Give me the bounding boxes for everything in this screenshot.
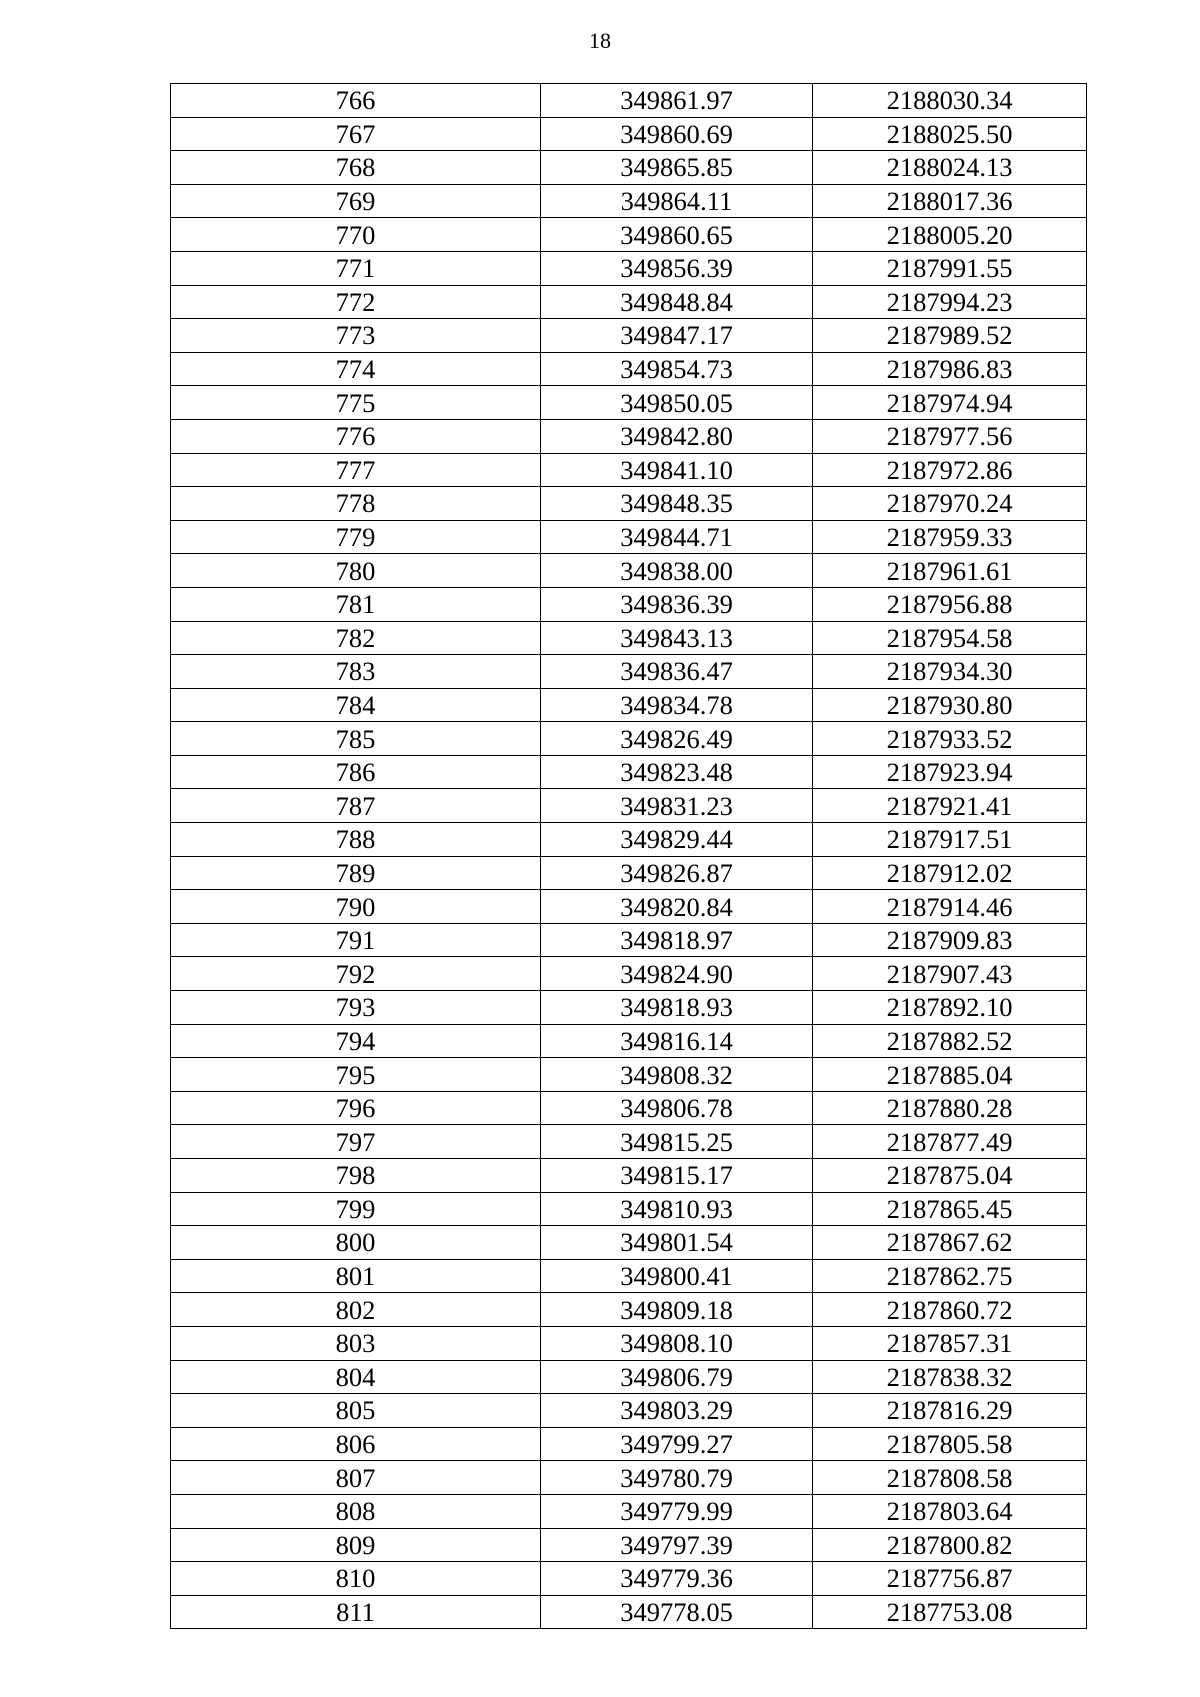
y-coordinate-cell: 2187986.83	[813, 352, 1087, 386]
table-row	[171, 957, 1087, 991]
y-coordinate-cell: 2187994.23	[813, 285, 1087, 319]
table-row	[171, 789, 1087, 823]
table-row	[171, 1058, 1087, 1092]
y-coordinate-cell: 2187914.46	[813, 890, 1087, 924]
table-row	[171, 1528, 1087, 1562]
point-number-cell: 795	[171, 1058, 541, 1092]
point-number-cell: 804	[171, 1360, 541, 1394]
x-coordinate-cell: 349854.73	[541, 352, 813, 386]
table-row	[171, 352, 1087, 386]
point-number-cell: 805	[171, 1394, 541, 1428]
y-coordinate-cell: 2187977.56	[813, 419, 1087, 453]
y-coordinate-cell: 2187803.64	[813, 1494, 1087, 1528]
point-number-cell: 794	[171, 1024, 541, 1058]
x-coordinate-cell: 349808.32	[541, 1058, 813, 1092]
y-coordinate-cell: 2187867.62	[813, 1226, 1087, 1260]
y-coordinate-cell: 2187959.33	[813, 520, 1087, 554]
table-row	[171, 1192, 1087, 1226]
x-coordinate-cell: 349815.25	[541, 1125, 813, 1159]
y-coordinate-cell: 2187862.75	[813, 1259, 1087, 1293]
y-coordinate-cell: 2187954.58	[813, 621, 1087, 655]
y-coordinate-cell: 2187885.04	[813, 1058, 1087, 1092]
y-coordinate-cell: 2187989.52	[813, 319, 1087, 353]
table-row	[171, 1091, 1087, 1125]
table-row	[171, 251, 1087, 285]
x-coordinate-cell: 349779.99	[541, 1494, 813, 1528]
x-coordinate-cell: 349823.48	[541, 755, 813, 789]
x-coordinate-cell: 349824.90	[541, 957, 813, 991]
y-coordinate-cell: 2187882.52	[813, 1024, 1087, 1058]
y-coordinate-cell: 2187912.02	[813, 856, 1087, 890]
x-coordinate-cell: 349836.47	[541, 655, 813, 689]
y-coordinate-cell: 2188025.50	[813, 117, 1087, 151]
x-coordinate-cell: 349847.17	[541, 319, 813, 353]
point-number-cell: 776	[171, 419, 541, 453]
y-coordinate-cell: 2187961.61	[813, 554, 1087, 588]
point-number-cell: 791	[171, 923, 541, 957]
point-number-cell: 775	[171, 386, 541, 420]
x-coordinate-cell: 349818.97	[541, 923, 813, 957]
point-number-cell: 774	[171, 352, 541, 386]
table-row	[171, 520, 1087, 554]
point-number-cell: 810	[171, 1562, 541, 1596]
table-row	[171, 1562, 1087, 1596]
x-coordinate-cell: 349865.85	[541, 151, 813, 185]
point-number-cell: 773	[171, 319, 541, 353]
x-coordinate-cell: 349861.97	[541, 84, 813, 118]
point-number-cell: 777	[171, 453, 541, 487]
y-coordinate-cell: 2187930.80	[813, 688, 1087, 722]
y-coordinate-cell: 2187934.30	[813, 655, 1087, 689]
y-coordinate-cell: 2187970.24	[813, 487, 1087, 521]
point-number-cell: 781	[171, 587, 541, 621]
point-number-cell: 783	[171, 655, 541, 689]
x-coordinate-cell: 349808.10	[541, 1326, 813, 1360]
x-coordinate-cell: 349826.87	[541, 856, 813, 890]
y-coordinate-cell: 2188030.34	[813, 84, 1087, 118]
x-coordinate-cell: 349826.49	[541, 722, 813, 756]
table-row	[171, 1293, 1087, 1327]
table-row	[171, 823, 1087, 857]
x-coordinate-cell: 349856.39	[541, 251, 813, 285]
table-row	[171, 1259, 1087, 1293]
y-coordinate-cell: 2187805.58	[813, 1427, 1087, 1461]
point-number-cell: 784	[171, 688, 541, 722]
table-row	[171, 856, 1087, 890]
y-coordinate-cell: 2187800.82	[813, 1528, 1087, 1562]
x-coordinate-cell: 349829.44	[541, 823, 813, 857]
x-coordinate-cell: 349850.05	[541, 386, 813, 420]
table-row	[171, 1595, 1087, 1629]
point-number-cell: 789	[171, 856, 541, 890]
point-number-cell: 767	[171, 117, 541, 151]
point-number-cell: 797	[171, 1125, 541, 1159]
point-number-cell: 778	[171, 487, 541, 521]
point-number-cell: 811	[171, 1595, 541, 1629]
point-number-cell: 808	[171, 1494, 541, 1528]
point-number-cell: 786	[171, 755, 541, 789]
y-coordinate-cell: 2187753.08	[813, 1595, 1087, 1629]
x-coordinate-cell: 349860.69	[541, 117, 813, 151]
point-number-cell: 799	[171, 1192, 541, 1226]
coordinates-table-body	[171, 84, 1087, 1629]
point-number-cell: 785	[171, 722, 541, 756]
y-coordinate-cell: 2187921.41	[813, 789, 1087, 823]
table-row	[171, 1461, 1087, 1495]
y-coordinate-cell: 2187907.43	[813, 957, 1087, 991]
y-coordinate-cell: 2187816.29	[813, 1394, 1087, 1428]
table-row	[171, 991, 1087, 1025]
x-coordinate-cell: 349806.79	[541, 1360, 813, 1394]
table-row	[171, 890, 1087, 924]
point-number-cell: 803	[171, 1326, 541, 1360]
table-row	[171, 419, 1087, 453]
point-number-cell: 771	[171, 251, 541, 285]
x-coordinate-cell: 349848.35	[541, 487, 813, 521]
x-coordinate-cell: 349842.80	[541, 419, 813, 453]
x-coordinate-cell: 349779.36	[541, 1562, 813, 1596]
y-coordinate-cell: 2187877.49	[813, 1125, 1087, 1159]
x-coordinate-cell: 349860.65	[541, 218, 813, 252]
y-coordinate-cell: 2187974.94	[813, 386, 1087, 420]
table-row	[171, 1326, 1087, 1360]
table-row	[171, 1024, 1087, 1058]
x-coordinate-cell: 349820.84	[541, 890, 813, 924]
y-coordinate-cell: 2187857.31	[813, 1326, 1087, 1360]
x-coordinate-cell: 349815.17	[541, 1159, 813, 1193]
x-coordinate-cell: 349801.54	[541, 1226, 813, 1260]
y-coordinate-cell: 2187865.45	[813, 1192, 1087, 1226]
y-coordinate-cell: 2187860.72	[813, 1293, 1087, 1327]
x-coordinate-cell: 349838.00	[541, 554, 813, 588]
point-number-cell: 796	[171, 1091, 541, 1125]
table-row	[171, 453, 1087, 487]
x-coordinate-cell: 349806.78	[541, 1091, 813, 1125]
table-row	[171, 1394, 1087, 1428]
point-number-cell: 772	[171, 285, 541, 319]
y-coordinate-cell: 2188017.36	[813, 184, 1087, 218]
page-number: 18	[589, 28, 611, 53]
table-row	[171, 587, 1087, 621]
table-row	[171, 755, 1087, 789]
point-number-cell: 790	[171, 890, 541, 924]
table-row	[171, 84, 1087, 118]
x-coordinate-cell: 349831.23	[541, 789, 813, 823]
x-coordinate-cell: 349780.79	[541, 1461, 813, 1495]
x-coordinate-cell: 349864.11	[541, 184, 813, 218]
table-row	[171, 487, 1087, 521]
point-number-cell: 793	[171, 991, 541, 1025]
x-coordinate-cell: 349843.13	[541, 621, 813, 655]
point-number-cell: 770	[171, 218, 541, 252]
point-number-cell: 800	[171, 1226, 541, 1260]
table-row	[171, 688, 1087, 722]
table-row	[171, 621, 1087, 655]
y-coordinate-cell: 2188024.13	[813, 151, 1087, 185]
coordinates-table	[170, 83, 1087, 1629]
table-row	[171, 151, 1087, 185]
table-row	[171, 285, 1087, 319]
y-coordinate-cell: 2187917.51	[813, 823, 1087, 857]
x-coordinate-cell: 349799.27	[541, 1427, 813, 1461]
y-coordinate-cell: 2187838.32	[813, 1360, 1087, 1394]
table-row	[171, 923, 1087, 957]
table-row	[171, 1427, 1087, 1461]
point-number-cell: 780	[171, 554, 541, 588]
table-row	[171, 655, 1087, 689]
x-coordinate-cell: 349809.18	[541, 1293, 813, 1327]
point-number-cell: 787	[171, 789, 541, 823]
y-coordinate-cell: 2187756.87	[813, 1562, 1087, 1596]
table-row	[171, 554, 1087, 588]
table-row	[171, 319, 1087, 353]
table-row	[171, 1159, 1087, 1193]
table-row	[171, 117, 1087, 151]
x-coordinate-cell: 349803.29	[541, 1394, 813, 1428]
y-coordinate-cell: 2187808.58	[813, 1461, 1087, 1495]
table-row	[171, 722, 1087, 756]
point-number-cell: 792	[171, 957, 541, 991]
table-row	[171, 386, 1087, 420]
point-number-cell: 788	[171, 823, 541, 857]
point-number-cell: 782	[171, 621, 541, 655]
y-coordinate-cell: 2187933.52	[813, 722, 1087, 756]
y-coordinate-cell: 2187909.83	[813, 923, 1087, 957]
x-coordinate-cell: 349818.93	[541, 991, 813, 1025]
point-number-cell: 807	[171, 1461, 541, 1495]
y-coordinate-cell: 2187892.10	[813, 991, 1087, 1025]
x-coordinate-cell: 349800.41	[541, 1259, 813, 1293]
x-coordinate-cell: 349844.71	[541, 520, 813, 554]
point-number-cell: 798	[171, 1159, 541, 1193]
x-coordinate-cell: 349797.39	[541, 1528, 813, 1562]
y-coordinate-cell: 2187956.88	[813, 587, 1087, 621]
point-number-cell: 806	[171, 1427, 541, 1461]
point-number-cell: 768	[171, 151, 541, 185]
x-coordinate-cell: 349841.10	[541, 453, 813, 487]
x-coordinate-cell: 349816.14	[541, 1024, 813, 1058]
y-coordinate-cell: 2187991.55	[813, 251, 1087, 285]
table-row	[171, 1226, 1087, 1260]
table-row	[171, 1125, 1087, 1159]
point-number-cell: 766	[171, 84, 541, 118]
x-coordinate-cell: 349836.39	[541, 587, 813, 621]
y-coordinate-cell: 2187880.28	[813, 1091, 1087, 1125]
point-number-cell: 779	[171, 520, 541, 554]
y-coordinate-cell: 2188005.20	[813, 218, 1087, 252]
point-number-cell: 809	[171, 1528, 541, 1562]
point-number-cell: 802	[171, 1293, 541, 1327]
table-row	[171, 218, 1087, 252]
table-row	[171, 184, 1087, 218]
x-coordinate-cell: 349848.84	[541, 285, 813, 319]
y-coordinate-cell: 2187875.04	[813, 1159, 1087, 1193]
point-number-cell: 801	[171, 1259, 541, 1293]
x-coordinate-cell: 349778.05	[541, 1595, 813, 1629]
table-row	[171, 1494, 1087, 1528]
y-coordinate-cell: 2187923.94	[813, 755, 1087, 789]
table-row	[171, 1360, 1087, 1394]
x-coordinate-cell: 349810.93	[541, 1192, 813, 1226]
point-number-cell: 769	[171, 184, 541, 218]
y-coordinate-cell: 2187972.86	[813, 453, 1087, 487]
x-coordinate-cell: 349834.78	[541, 688, 813, 722]
